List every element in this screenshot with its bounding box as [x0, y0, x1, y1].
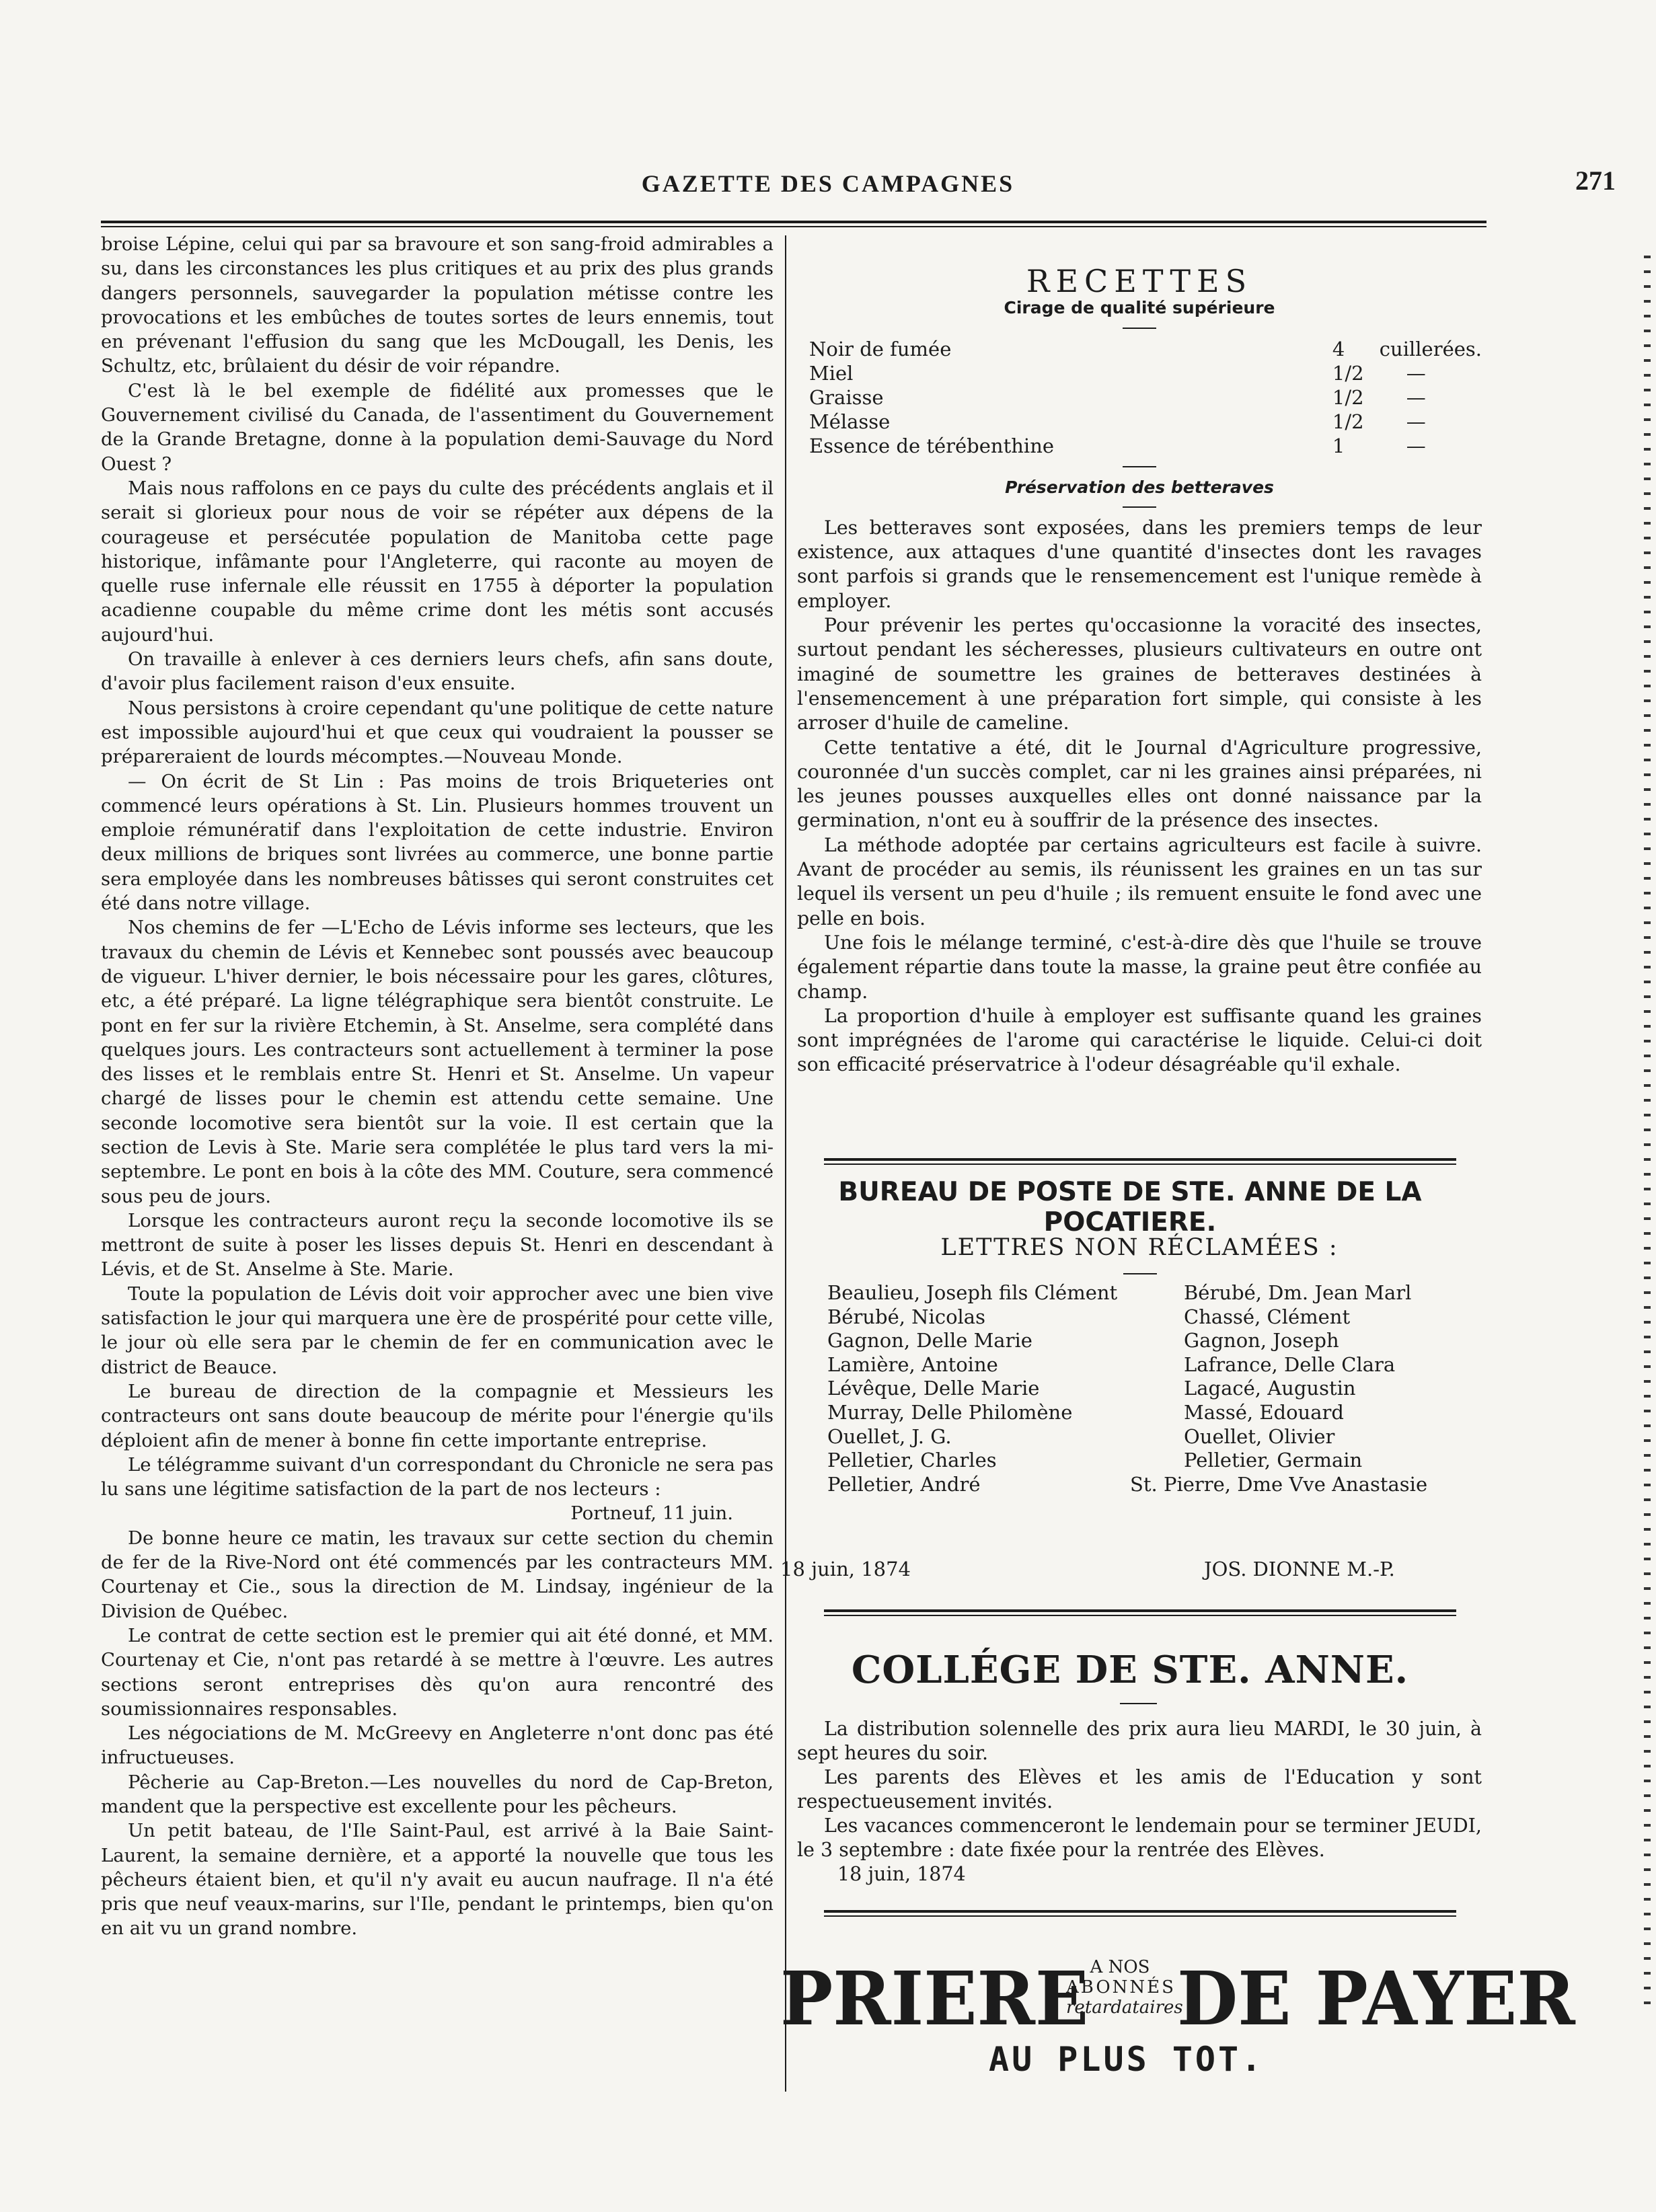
section-rule [824, 1158, 1456, 1161]
left-paragraph: Pêcherie au Cap-Breton.—Les nouvelles du nord de Cap-Breton, mandent que la perspective est excellente pour les pêcheurs. [101, 1771, 774, 1817]
ingredient-row [809, 361, 1482, 385]
left-paragraph: Mais nous raffolons en ce pays du culte des précédents anglais et il serait si glorieux pour nous de voir se répéter aux dépens de la courageuse et persécutée population de Manitoba cette page historique, infâmante pour l'Angleterre, qui raconte au moyen de quelle ruse infernale elle réussit en 1755 à déporter la population acadienne coupable du même crime dont les métis sont accusés aujourd'hui. [101, 477, 774, 646]
left-paragraph: On travaille à enlever à ces derniers leurs chefs, afin sans doute, d'avoir plus facilement raison d'eux ensuite. [101, 648, 774, 695]
college-date: 18 juin, 1874 [837, 1863, 966, 1885]
ingredient-name: Mélasse [809, 410, 891, 433]
name-entry: Murray, Delle Philomène [827, 1400, 1073, 1424]
de-payer-words: DE PAYER [1177, 1954, 1575, 2043]
name-entry: Pelletier, Charles [827, 1449, 997, 1472]
ingredient-row [809, 337, 1482, 361]
name-entry: St. Pierre, Dme Vve Anastasie [1130, 1472, 1428, 1496]
name-entry: Lévêque, Delle Marie [827, 1377, 1040, 1400]
name-entry: Beaulieu, Joseph fils Clément [827, 1281, 1118, 1304]
section-rule-thin [824, 1915, 1456, 1917]
separator [1123, 466, 1156, 467]
au-plus-tot: AU PLUS TOT. [989, 2040, 1265, 2079]
recettes-title: RECETTES [1026, 263, 1253, 299]
ingredients-table [809, 337, 1482, 458]
name-entry: Lamière, Antoine [827, 1352, 998, 1376]
ingredient-unit: — [1406, 410, 1426, 433]
betteraves-paragraph: La proportion d'huile à employer est suffisante quand les graines sont imprégnées de l'arome qui caractérise le liquide. Celui-ci doit son efficacité préservatrice à l'odeur désagréable qu'il exhale. [797, 1004, 1482, 1076]
section-rule [824, 1609, 1456, 1612]
abonnes: ABONNÉS [1066, 1977, 1176, 1997]
name-entry: Bérubé, Dm. Jean Marl [1184, 1281, 1412, 1304]
separator [1123, 506, 1156, 508]
priere-word: PRIERE [780, 1954, 1089, 2043]
ingredient-row [809, 434, 1482, 458]
ingredient-qty: 1 [1332, 434, 1345, 457]
names-right-list [1130, 1281, 1427, 1496]
betteraves-paragraph: Une fois le mélange terminé, c'est-à-dire dès que l'huile se trouve également répartie dans toute la masse, la graine peut être confiée au champ. [797, 931, 1482, 1003]
page-edge [1644, 256, 1651, 2004]
name-entry: Chassé, Clément [1184, 1305, 1351, 1328]
name-entry: Pelletier, André [827, 1472, 981, 1496]
left-paragraph: broise Lépine, celui qui par sa bravoure et son sang-froid admirables a su, dans les circonstances les plus critiques et au prix des plus grands dangers personnels, sauvegarder la population métisse contre les provocations et les embûches de toutes sortes de leurs ennemis, tout en prévenant l'effusion du sang que les McDougall, les Denis, les Schultz, etc, brûlaient du désir de voir répandre. [101, 233, 774, 377]
ingredient-qty: 1/2 [1332, 361, 1364, 385]
college-notice [797, 1717, 1482, 1886]
lettres-title: LETTRES NON RÉCLAMÉES : [940, 1234, 1339, 1261]
name-entry: Pelletier, Germain [1184, 1449, 1363, 1472]
left-paragraph: Lorsque les contracteurs auront reçu la seconde locomotive ils se mettront de suite à poser les lisses depuis St. Henri en descendant à Lévis, et de St. Anselme à Ste. Marie. [101, 1209, 774, 1281]
left-paragraph: C'est là le bel exemple de fidélité aux promesses que le Gouvernement civilisé du Canada, de l'assentiment du Gouvernement de la Grande Bretagne, donne à la population demi-Sauvage du Nord Ouest ? [101, 379, 774, 475]
header-rule-thin [101, 226, 1486, 227]
ingredient-qty: 1/2 [1332, 410, 1364, 433]
name-entry: Massé, Edouard [1184, 1400, 1344, 1424]
ingredient-row [809, 385, 1482, 410]
name-entry: Ouellet, Olivier [1184, 1424, 1335, 1448]
ingredient-name: Graisse [809, 385, 884, 409]
header-rule [101, 221, 1486, 223]
college-paragraph: Les vacances commenceront le lendemain pour se terminer JEUDI, le 3 septembre : date fixée pour la rentrée des Elèves. [797, 1815, 1482, 1861]
left-column [101, 232, 774, 1941]
names-left-list [827, 1281, 1117, 1496]
ingredient-row [809, 410, 1482, 434]
name-entry: Gagnon, Joseph [1184, 1329, 1339, 1352]
recettes-section [797, 263, 1482, 1077]
retardataires: retardataires [1066, 1997, 1183, 2018]
bureau-signature: JOS. DIONNE M.-P. [1204, 1558, 1395, 1580]
ingredient-name: Essence de térébenthine [809, 434, 1055, 457]
name-entry: Gagnon, Delle Marie [827, 1329, 1032, 1352]
ingredient-name: Miel [809, 361, 854, 385]
section-rule-thin [824, 1615, 1456, 1616]
left-paragraph: Nos chemins de fer —L'Echo de Lévis informe ses lecteurs, que les travaux du chemin de Lévis et Kennebec sont poussés avec beaucoup de vigueur. L'hiver dernier, le bois nécessaire pour les gares, clôtures, etc, a été préparé. La ligne télégraphique sera bientôt construite. Le pont en fer sur la rivière Etchemin, à St. Anselme, sera complété dans quelques jours. Les contracteurs sont actuellement à terminer la pose des lisses et le remblais entre St. Henri et St. Anselme. Un vapeur chargé de lisses pour le chemin est attendu cette semaine. Une seconde locomotive sera bientôt sur la voie. Il est certain que la section de Levis à Ste. Marie sera complétée le plus tard vers la mi-septembre. Le pont en bois à la côte des MM. Couture, sera commencé sous peu de jours. [101, 917, 774, 1207]
left-paragraph: De bonne heure ce matin, les travaux sur cette section du chemin de fer de la Rive-Nord ont été commencés par les contracteurs MM. Courtenay et Cie., sous la direction de M. Lindsay, ingénieur de la Division de Québec. [101, 1527, 774, 1622]
left-paragraph: Toute la population de Lévis doit voir approcher avec une bien vive satisfaction le jour qui marquera une ère de prospérité pour cette ville, le jour où elle sera par le chemin de fer en communication avec le district de Beauce. [101, 1283, 774, 1378]
betteraves-paragraph: La méthode adoptée par certains agriculteurs est facile à suivre. Avant de procéder au semis, ils réunissent les graines en un tas sur lequel ils versent un peu d'huile ; ils remuent ensuite le fond avec une pelle en bois. [797, 833, 1482, 929]
left-paragraph: Le contrat de cette section est le premier qui ait été donné, et MM. Courtenay et Cie, n'ont pas retardé à se mettre à l'œuvre. Les autres sections seront entreprises dès qu'on aura rencontré des soumissionnaires responsables. [101, 1624, 774, 1720]
bureau-title: BUREAU DE POSTE DE STE. ANNE DE LA POCATIERE. [838, 1177, 1422, 1237]
ingredient-qty: 1/2 [1332, 385, 1364, 409]
college-title: COLLÉGE DE STE. ANNE. [851, 1648, 1409, 1692]
ingredient-unit: cuillerées. [1379, 337, 1482, 360]
masthead-title: GAZETTE DES CAMPAGNES [641, 170, 1015, 197]
section-rule-thin [824, 1164, 1456, 1165]
cirage-title: Cirage de qualité supérieure [1004, 298, 1275, 318]
ingredient-unit: — [1406, 385, 1426, 409]
left-paragraph: Un petit bateau, de l'Ile Saint-Paul, est arrivé à la Baie Saint-Laurent, la semaine dernière, et a apporté la nouvelle que tous les pêcheurs étaient bien, et qu'il n'y avait eu aucun naufrage. Il n'a été pris que neuf veaux-marins, sur l'Ile, pendant le printemps, bien qu'on en ait vu un grand nombre. [101, 1820, 774, 1940]
left-paragraph: Le télégramme suivant d'un correspondant du Chronicle ne sera pas lu sans une légitime satisfaction de la part de nos lecteurs : [101, 1453, 774, 1500]
page-number: 271 [1575, 165, 1616, 196]
dateline: Portneuf, 11 juin. [570, 1502, 733, 1525]
ingredient-qty: 4 [1332, 337, 1345, 360]
separator [1120, 1703, 1157, 1704]
column-divider [785, 235, 786, 2092]
name-entry: Bérubé, Nicolas [827, 1305, 985, 1328]
left-paragraph: Les négociations de M. McGreevy en Angleterre n'ont donc pas été infructueuses. [101, 1722, 774, 1769]
college-paragraph: Les parents des Elèves et les amis de l'Education y sont respectueusement invités. [797, 1766, 1482, 1813]
separator [1123, 328, 1156, 329]
separator [1123, 1273, 1157, 1274]
left-paragraph: Nous persistons à croire cependant qu'une politique de cette nature est impossible aujourd'hui et que ceux qui voudraient la pousser se prépareraient de lourds mécomptes.—Nouveau Monde. [101, 697, 774, 768]
notice-small-text [1066, 1957, 1183, 2018]
a-nos: A NOS [1090, 1957, 1150, 1977]
college-paragraph: La distribution solennelle des prix aura lieu MARDI, le 30 juin, à sept heures du soir. [797, 1718, 1482, 1764]
section-rule [824, 1910, 1456, 1913]
bureau-date: 18 juin, 1874 [780, 1558, 911, 1580]
name-entry: Lagacé, Augustin [1184, 1377, 1356, 1400]
ingredient-unit: — [1406, 361, 1426, 385]
betteraves-title: Préservation des betteraves [1005, 477, 1274, 497]
name-entry: Lafrance, Delle Clara [1184, 1352, 1396, 1376]
betteraves-paragraph: Cette tentative a été, dit le Journal d'Agriculture progressive, couronnée d'un succès complet, car ni les graines ainsi préparées, ni les jeunes pousses auxquelles elles ont donné naissance par la germination, n'ont eu à souffrir de la présence des insectes. [797, 736, 1482, 832]
betteraves-paragraph: Pour prévenir les pertes qu'occasionne la voracité des insectes, surtout pendant les sécheresses, plusieurs cultivateurs en outre ont imaginé de soumettre les graines de betteraves destinées à l'ensemencement à une préparation fort simple, qui consiste à les arroser d'huile de cameline. [797, 614, 1482, 734]
betteraves-paragraph: Les betteraves sont exposées, dans les premiers temps de leur existence, aux attaques d'une quantité d'insectes dont les ravages sont parfois si grands que le rensemencement est l'unique remède à employer. [797, 516, 1482, 612]
name-entry: Ouellet, J. G. [827, 1424, 952, 1448]
left-paragraph: Le bureau de direction de la compagnie et Messieurs les contracteurs ont sans doute beaucoup de mérite pour l'énergie qu'ils déploient afin de mener à bonne fin cette importante entreprise. [101, 1380, 774, 1451]
ingredient-unit: — [1406, 434, 1426, 457]
left-paragraph: — On écrit de St Lin : Pas moins de trois Briqueteries ont commencé leurs opérations à St. Lin. Plusieurs hommes trouvent un emploie rémunératif dans l'exploitation de cette industrie. Environ deux millions de briques sont livrées au commerce, une bonne partie sera employée dans les nombreuses bâtisses qui seront construites cet été dans notre village. [101, 770, 774, 915]
ingredient-name: Noir de fumée [809, 337, 952, 360]
